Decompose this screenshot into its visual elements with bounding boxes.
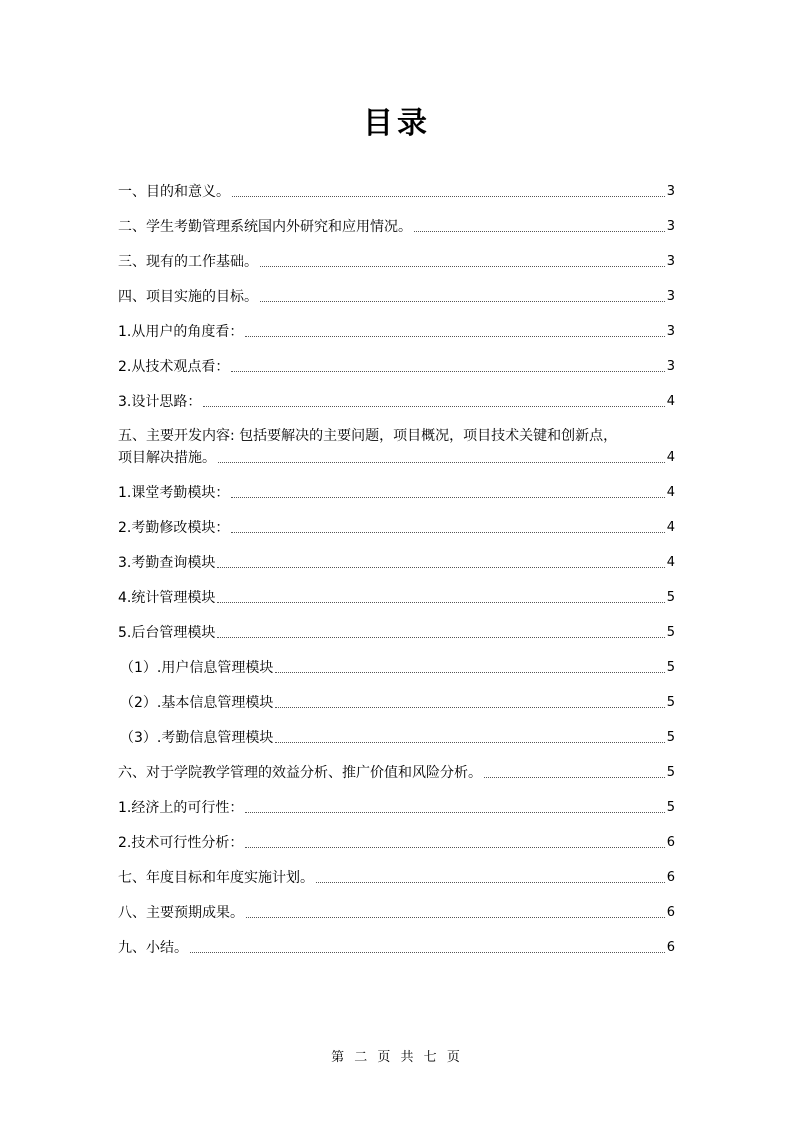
toc-entry-page: 6 bbox=[666, 870, 675, 885]
toc-entry-label: 项目解决措施。 bbox=[118, 450, 216, 466]
toc-entry-label: 2.技术可行性分析： bbox=[118, 835, 244, 851]
toc-entry[interactable] bbox=[118, 283, 675, 307]
toc-entry-label: （3）.考勤信息管理模块 bbox=[120, 730, 274, 746]
leader-dots bbox=[232, 195, 665, 197]
toc-entry[interactable] bbox=[118, 248, 675, 272]
toc-entry[interactable] bbox=[118, 353, 675, 377]
toc-entry-page: 5 bbox=[666, 590, 675, 605]
toc-entry[interactable] bbox=[118, 759, 675, 783]
leader-dots bbox=[217, 636, 664, 638]
toc-entry[interactable] bbox=[118, 514, 675, 538]
toc-entry-page: 3 bbox=[666, 184, 675, 199]
toc-entry-page: 4 bbox=[666, 450, 675, 465]
toc-entry[interactable] bbox=[118, 388, 675, 412]
toc-entry-label: 二、学生考勤管理系统国内外研究和应用情况。 bbox=[118, 219, 412, 235]
leader-dots bbox=[260, 300, 665, 302]
leader-dots bbox=[275, 671, 664, 673]
toc-entry-page: 3 bbox=[666, 254, 675, 269]
toc-entry-page: 6 bbox=[666, 905, 675, 920]
toc-entry-label: 四、项目实施的目标。 bbox=[118, 289, 258, 305]
leader-dots bbox=[231, 370, 664, 372]
toc-entry-label: 八、主要预期成果。 bbox=[118, 905, 244, 921]
toc-entry[interactable] bbox=[118, 864, 675, 888]
leader-dots bbox=[316, 881, 665, 883]
toc-entry[interactable] bbox=[118, 794, 675, 818]
leader-dots bbox=[246, 916, 665, 918]
toc-entry-label: 一、目的和意义。 bbox=[118, 184, 230, 200]
toc-entry[interactable] bbox=[118, 829, 675, 853]
toc-entry-page: 6 bbox=[666, 835, 675, 850]
leader-dots bbox=[203, 405, 664, 407]
leader-dots bbox=[245, 335, 664, 337]
leader-dots bbox=[231, 496, 664, 498]
toc-entry-label: 六、对于学院教学管理的效益分析、推广价值和风险分析。 bbox=[118, 765, 482, 781]
toc-entry-label: （2）.基本信息管理模块 bbox=[120, 695, 274, 711]
toc-entry-page: 3 bbox=[666, 219, 675, 234]
toc-entry[interactable] bbox=[118, 654, 675, 678]
toc-entry-page: 5 bbox=[666, 625, 675, 640]
toc-entry-page: 5 bbox=[666, 765, 675, 780]
toc-entry[interactable] bbox=[118, 318, 675, 342]
page-footer: 第 二 页 共 七 页 bbox=[331, 1050, 463, 1065]
toc-entry-page: 4 bbox=[666, 520, 675, 535]
leader-dots bbox=[190, 951, 665, 953]
leader-dots bbox=[260, 265, 665, 267]
toc-entry[interactable] bbox=[118, 619, 675, 643]
toc-entry-label: 九、小结。 bbox=[118, 940, 188, 956]
leader-dots bbox=[217, 566, 664, 568]
leader-dots bbox=[414, 230, 665, 232]
toc-entry-label-line1: 五、主要开发内容: 包括要解决的主要问题，项目概况，项目技术关键和创新点， bbox=[118, 428, 618, 444]
toc-entry-page: 3 bbox=[666, 324, 675, 339]
toc-entry[interactable] bbox=[118, 479, 675, 503]
leader-dots bbox=[217, 601, 664, 603]
toc-entry-label: 3.考勤查询模块 bbox=[118, 555, 216, 571]
leader-dots bbox=[275, 706, 664, 708]
toc-entry[interactable] bbox=[118, 724, 675, 748]
toc-entry-label: 1.从用户的角度看： bbox=[118, 324, 244, 340]
toc-entry-page: 5 bbox=[666, 800, 675, 815]
toc-entry-page: 6 bbox=[666, 940, 675, 955]
toc-entry[interactable] bbox=[118, 549, 675, 573]
toc-entry[interactable] bbox=[118, 213, 675, 237]
leader-dots bbox=[218, 461, 665, 463]
toc-entry[interactable] bbox=[118, 584, 675, 608]
page-title: 目录 bbox=[363, 106, 431, 141]
toc-entry-label: 1.课堂考勤模块： bbox=[118, 485, 230, 501]
toc-entry-label: 三、现有的工作基础。 bbox=[118, 254, 258, 270]
toc-entry-page: 4 bbox=[666, 555, 675, 570]
toc-entry-label: 4.统计管理模块 bbox=[118, 590, 216, 606]
toc-entry-label: （1）.用户信息管理模块 bbox=[120, 660, 274, 676]
toc-entry[interactable] bbox=[118, 934, 675, 958]
leader-dots bbox=[245, 811, 664, 813]
toc-entry[interactable] bbox=[118, 689, 675, 713]
leader-dots bbox=[275, 741, 664, 743]
leader-dots bbox=[245, 846, 664, 848]
toc-entry-label: 1.经济上的可行性： bbox=[118, 800, 244, 816]
toc-entry-label: 3.设计思路： bbox=[118, 394, 202, 410]
toc-entry-page: 5 bbox=[666, 730, 675, 745]
toc-entry-label: 七、年度目标和年度实施计划。 bbox=[118, 870, 314, 886]
toc-entry[interactable] bbox=[118, 178, 675, 202]
toc-entry-page: 3 bbox=[666, 359, 675, 374]
toc-entry-page: 4 bbox=[666, 485, 675, 500]
leader-dots bbox=[231, 531, 664, 533]
toc-entry-label: 2.考勤修改模块： bbox=[118, 520, 230, 536]
toc-entry[interactable] bbox=[118, 899, 675, 923]
toc-entry-label: 5.后台管理模块 bbox=[118, 625, 216, 641]
leader-dots bbox=[484, 776, 665, 778]
toc-entry-page: 4 bbox=[666, 394, 675, 409]
toc-entry-page: 5 bbox=[666, 660, 675, 675]
toc-entry-page: 3 bbox=[666, 289, 675, 304]
toc-entry-page: 5 bbox=[666, 695, 675, 710]
toc-entry-label: 2.从技术观点看： bbox=[118, 359, 230, 375]
toc-entry[interactable] bbox=[118, 426, 675, 468]
